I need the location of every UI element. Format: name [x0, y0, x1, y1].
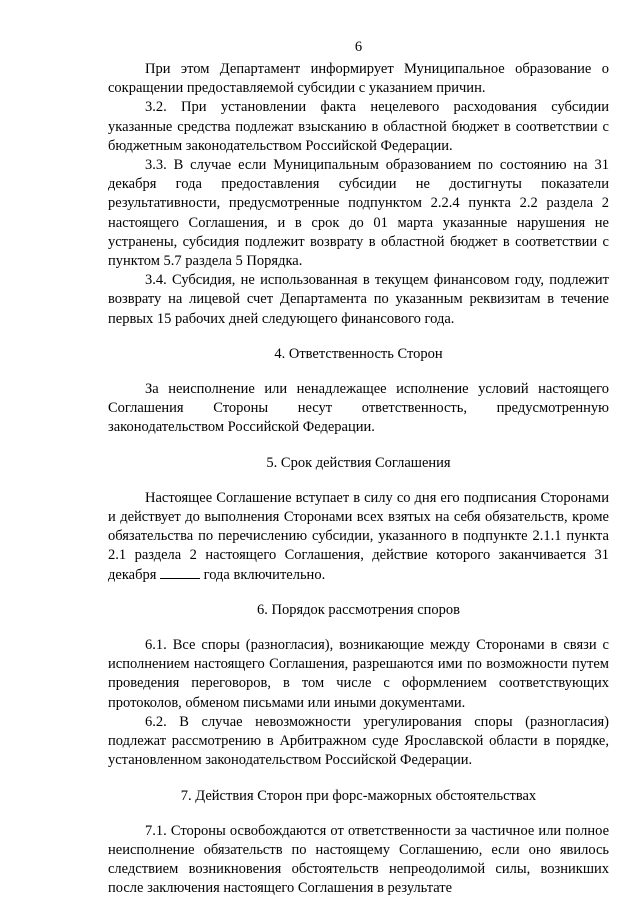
- paragraph-3-3: 3.3. В случае если Муниципальным образованием по состоянию на 31 декабря года предоставления субсидии не достигнуты показатели результативности, предусмотренные подпунктом 2.2.4 пункта 2.2 раздела 2 настоящего Соглашения, и в срок до 01 марта указанные нарушения не устранены, субсидия подлежит возврату в областной бюджет в соответствии с пунктом 5.7 раздела 5 Порядка.: [108, 157, 609, 270]
- paragraph-5-text-start: Настоящее Соглашение вступает в силу со дня его подписания Сторонами и действует до выполнения Сторонами всех взятых на себя обязательств, кроме обязательства по перечислению субсидии, указанного в подпункте 2.1.1 пункта 2.1 раздела 2 настоящего Соглашения, действие которого заканчивается 31 декабря: [108, 489, 609, 583]
- paragraph-6-2: 6.2. В случае невозможности урегулирования споры (разногласия) подлежат рассмотрению в Арбитражном суде Ярославской области в порядке, установленном законодательством Российской Федерации.: [108, 713, 609, 769]
- section-6-heading: 6. Порядок рассмотрения споров: [256, 601, 461, 618]
- paragraph-intro: При этом Департамент информирует Муниципальное образование о сокращении предоставляемой субсидии с указанием причин.: [108, 61, 609, 97]
- section-7-heading: 7. Действия Сторон при форс-мажорных обстоятельствах: [180, 787, 537, 804]
- paragraph-5-text-end: года включительно.: [203, 566, 326, 583]
- paragraph-7-1: 7.1. Стороны освобождаются от ответственности за частичное или полное неисполнение обязательств по настоящему Соглашению, если оно явилось следствием возникновения обстоятельств непреодолимой силы, возникших после заключения настоящего Соглашения в результате: [108, 822, 609, 897]
- section-5-heading: 5. Срок действия Соглашения: [266, 454, 451, 471]
- page-number: 6: [354, 39, 363, 55]
- section-4-heading: 4. Ответственность Сторон: [274, 345, 443, 362]
- year-blank-line: [160, 566, 200, 579]
- paragraph-3-2: 3.2. При установлении факта нецелевого расходования субсидии указанные средства подлежат взысканию в областной бюджет в соответствии с бюджетным законодательством Российской Федерации.: [108, 99, 609, 154]
- paragraph-4: За неисполнение или ненадлежащее исполнение условий настоящего Соглашения Стороны несут ответственность, предусмотренную законодательством Российской Федерации.: [108, 381, 609, 436]
- paragraph-3-4: 3.4. Субсидия, не использованная в текущем финансовом году, подлежит возврату на лицевой счет Департамента по указанным реквизитам в течение первых 15 рабочих дней следующего финансового года.: [108, 272, 609, 327]
- paragraph-6-1: 6.1. Все споры (разногласия), возникающие между Сторонами в связи с исполнением настоящего Соглашения, разрешаются ими по возможности путем проведения переговоров, в том числе с оформлением соответствующих протоколов, обменом письмами или иными документами.: [108, 637, 609, 711]
- paragraph-5: [108, 489, 609, 585]
